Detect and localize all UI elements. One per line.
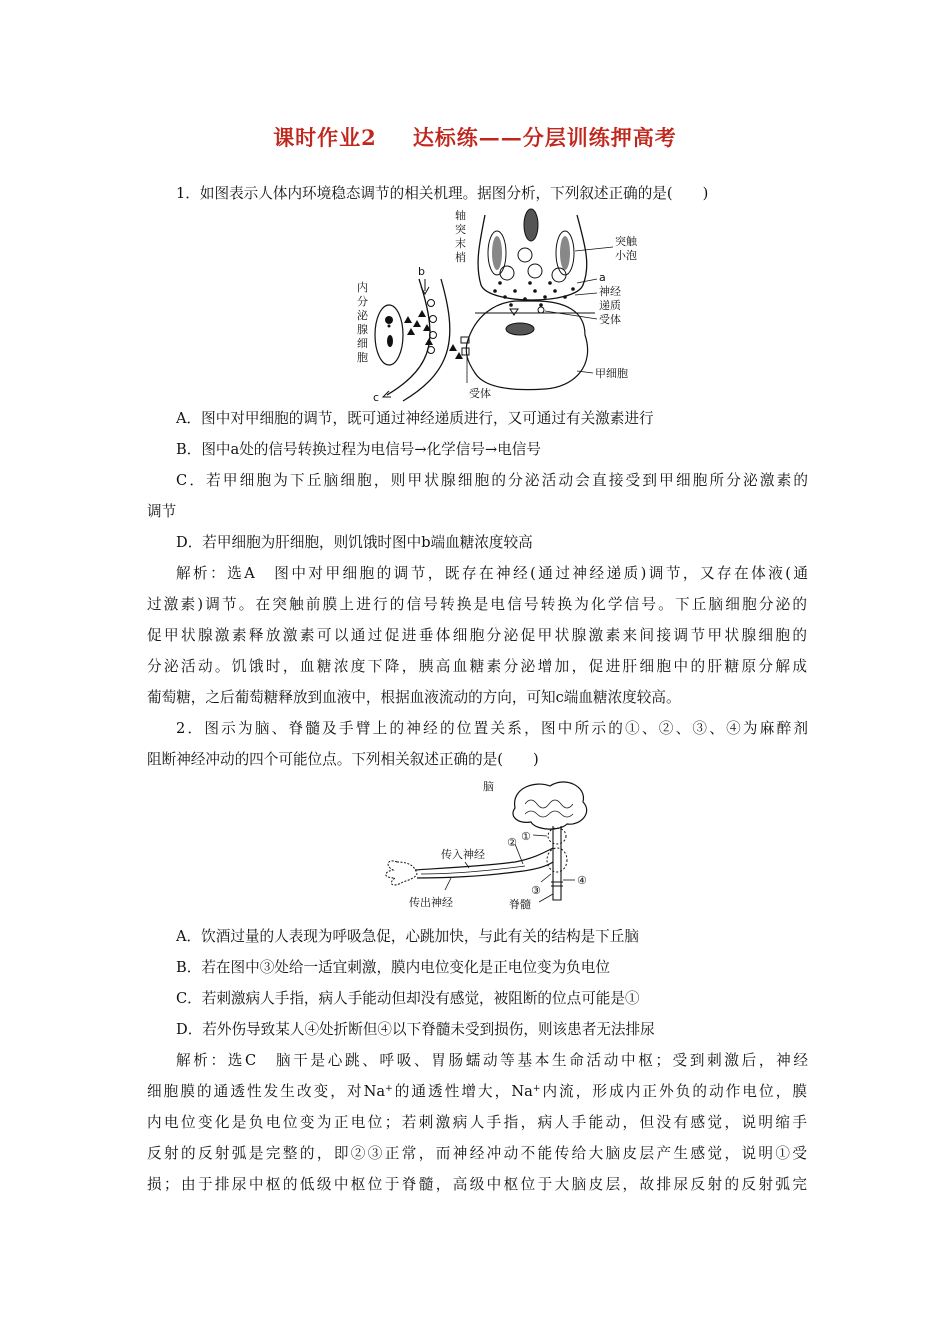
- label-endocrine-1: 内: [357, 281, 368, 294]
- label-spinal: 脊髓: [509, 898, 531, 911]
- label-endocrine-6: 胞: [357, 351, 368, 364]
- label-axon-terminal-3: 末: [455, 237, 466, 250]
- q2-option-a: A．饮酒过量的人表现为呼吸急促，心跳加快，与此有关的结构是下丘脑: [176, 928, 639, 945]
- arrow-icon: →: [484, 441, 498, 458]
- q2-option-d: D．若外伤导致某人④处折断但④以下脊髓未受到损伤，则该患者无法排尿: [176, 1021, 655, 1038]
- label-vesicle-2: 小泡: [615, 249, 637, 262]
- q1-stem: 1．如图表示人体内环境稳态调节的相关机理。据图分析，下列叙述正确的是( ): [176, 185, 709, 202]
- q2-option-b: B．若在图中③处给一适宜刺激，膜内电位变化是正电位变为负电位: [176, 959, 610, 976]
- label-endocrine-3: 泌: [357, 309, 368, 322]
- page-title: [0, 122, 950, 152]
- q2-analysis-line2: 细胞膜的通透性发生改变，对Na+的通透性增大，Na+内流，形成内正外负的动作电位，膜: [147, 1083, 807, 1100]
- label-endocrine-5: 细: [357, 337, 368, 350]
- q1-analysis-line5: 葡萄糖，之后葡萄糖释放到血液中，根据血液流动的方向，可知c端血糖浓度较高。: [147, 689, 681, 706]
- label-transmitter-1: 神经: [599, 285, 621, 298]
- label-receptor-bottom: 受体: [469, 387, 491, 400]
- label-brain: 脑: [483, 780, 494, 793]
- label-marker-4: ④: [577, 874, 587, 887]
- label-endocrine-2: 分: [357, 295, 368, 308]
- label-receptor-right: 受体: [599, 313, 621, 326]
- label-marker-2: ②: [507, 836, 517, 849]
- q1-option-c-line1: C．若甲细胞为下丘脑细胞，则甲状腺细胞的分泌活动会直接受到甲细胞所分泌激素的: [176, 472, 808, 489]
- q1-option-b: B．图中a处的信号转换过程为电信号→化学信号→电信号: [176, 441, 541, 458]
- label-axon-terminal-2: 突: [455, 223, 466, 236]
- label-endocrine-4: 腺: [357, 323, 368, 336]
- label-c: c: [373, 391, 380, 404]
- label-vesicle-1: 突触: [615, 235, 637, 248]
- q2-option-c: C．若刺激病人手指，病人手能动但却没有感觉，被阻断的位点可能是①: [176, 990, 640, 1007]
- label-efferent: 传出神经: [409, 896, 453, 909]
- q1-option-c-line2: 调节: [147, 503, 177, 520]
- q1-figure: [345, 205, 655, 405]
- label-marker-3: ③: [531, 884, 541, 897]
- label-a: a: [599, 271, 606, 284]
- q2-analysis-line4: 反射的反射弧是完整的，即②③正常，而神经冲动不能传给大脑皮层产生感觉，说明①受: [147, 1145, 807, 1162]
- q2-analysis-line5: 损；由于排尿中枢的低级中枢位于脊髓，高级中枢位于大脑皮层，故排尿反射的反射弧完: [147, 1176, 807, 1193]
- q1-analysis-line2: 过激素)调节。在突触前膜上进行的信号转换是电信号转换为化学信号。下丘脑细胞分泌的: [147, 596, 807, 613]
- label-transmitter-2: 递质: [599, 299, 621, 312]
- arrow-icon: →: [414, 441, 427, 458]
- q1-option-d: D．若甲细胞为肝细胞，则饥饿时图中b端血糖浓度较高: [176, 534, 533, 551]
- label-axon-terminal-1: 轴: [455, 209, 466, 222]
- q2-stem-line2: 阻断神经冲动的四个可能位点。下列相关叙述正确的是( ): [147, 751, 539, 768]
- q2-stem-line1: 2．图示为脑、脊髓及手臂上的神经的位置关系，图中所示的①、②、③、④为麻醉剂: [176, 720, 808, 737]
- q1-analysis-line3: 促甲状腺激素释放激素可以通过促进垂体细胞分泌促甲状腺激素来间接调节甲状腺细胞的: [147, 627, 807, 644]
- label-afferent: 传入神经: [441, 848, 485, 861]
- q2-analysis-line1: 解析：选C 脑干是心跳、呼吸、胃肠蠕动等基本生命活动中枢；受到刺激后，神经: [176, 1052, 808, 1069]
- label-b: b: [418, 265, 425, 278]
- q1-option-a: A．图中对甲细胞的调节，既可通过神经递质进行，又可通过有关激素进行: [176, 410, 654, 427]
- title-part1: 课时作业2: [273, 125, 377, 150]
- q1-analysis-line4: 分泌活动。饥饿时，血糖浓度下降，胰高血糖素分泌增加，促进肝细胞中的肝糖原分解成: [147, 658, 807, 675]
- label-cell: 甲细胞: [595, 367, 628, 380]
- q2-analysis-line3: 内电位变化是负电位变为正电位；若刺激病人手指，病人手能动，但没有感觉，说明缩手: [147, 1114, 807, 1131]
- q2-figure: [375, 778, 615, 920]
- title-part2: 达标练——分层训练押高考: [412, 125, 677, 150]
- q1-analysis-line1: 解析：选A 图中对甲细胞的调节，既存在神经(通过神经递质)调节，又存在体液(通: [176, 565, 808, 582]
- label-marker-1: ①: [521, 830, 531, 843]
- label-axon-terminal-4: 梢: [455, 251, 466, 264]
